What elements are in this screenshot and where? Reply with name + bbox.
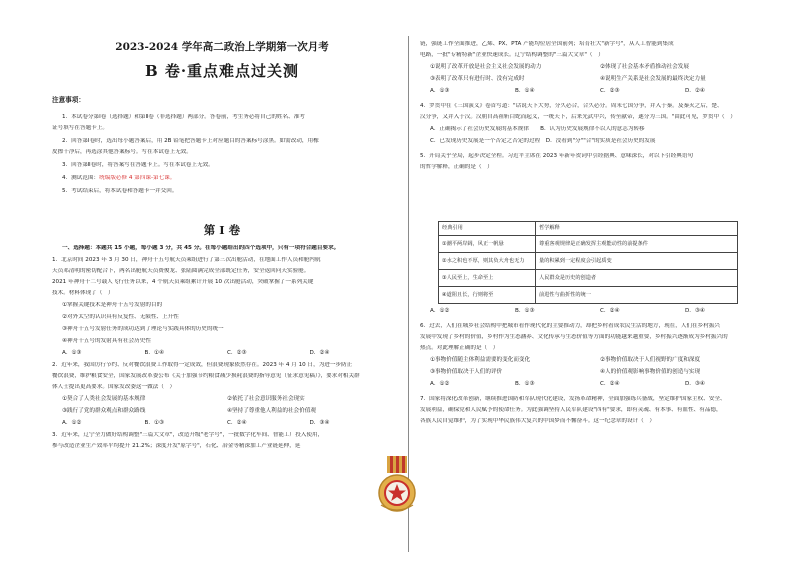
question-3 [52, 432, 392, 450]
table-row [439, 287, 738, 304]
answer-option[interactable]: C．②④ [600, 380, 620, 387]
table-cell: 量的积累到一定程度会引起质变 [536, 253, 738, 270]
question-line: 2．近年来，我国厉行节约、反对餐饮浪费工作取得一定成效，但浪费现象依然存在。2023 年 4 月 10 日，为进一步防止 [52, 361, 353, 368]
notice-line: 皮擦干净后，再选涂其他答案标号。写在本试卷上无效。 [52, 148, 192, 155]
quote-table [438, 221, 738, 304]
question-line: 7．国家将深化改革创新，继续推进国防和军队现代化建设，发扬革命精神，全面加强练兵备战，坚定维护国家主权、安全、 [420, 395, 726, 402]
answer-option[interactable]: D．②④ [685, 87, 705, 94]
statement: ④神舟十五号的发射具有社会历史性 [62, 337, 151, 344]
question-line: 汉分争，又并入于汉。汉朝自高祖斩白蛇而起义，一统天下，后来光武中兴，传至献帝，遂分为三国。"由此可见，罗贯中（ ） [420, 113, 736, 120]
question-line: 发展利益，确保党和人民赋予的使命任务。为此强调坚持人民军队建设"四有"要求，即有灵魂、有本事、有血性、有品德， [420, 406, 722, 413]
question-line: 6．过去，人们在城乡社会结构中把城市看作现代化的主要推动力，却把乡村看成农民生活的地方，现在，人们在乡村振兴 [420, 322, 721, 329]
question-line: 天员邓清明的密切配合下，两名出舱航天员费俊龙、张陆圆满完成全部既定任务，安全返回问天实验舱。 [52, 267, 310, 274]
table-cell: ④道阻且长，行则将至 [439, 287, 536, 304]
statement-row [52, 408, 392, 415]
answer-option[interactable]: B．①③ [515, 380, 535, 387]
question-2 [52, 362, 392, 427]
answer-options [420, 381, 770, 388]
question-line: 电路，一批"专精特新"企业快速成长。辽宁结构调整的"三篇大文章"（ ） [420, 51, 604, 58]
statement: ②体现了社会基本矛盾推动社会发展 [600, 63, 689, 70]
statement: ①掌握关键技术是神舟十五号发射的目的 [62, 301, 163, 308]
answer-option[interactable]: A．①③ [62, 349, 82, 356]
question-line: 2021 年神舟十二号载人飞行任务以来，4 个航天员乘组累计开展 10 次出舱活动，突破掌握了一系列关键 [52, 278, 314, 285]
statement: ④说明生产关系是社会发展的最终决定力量 [600, 75, 706, 82]
notice-4-prefix: 4．测试范围： [62, 174, 100, 181]
question-line: 体人士提出更高要求。国家发改委这一做法（ ） [52, 383, 176, 390]
answer-option[interactable]: D．③④ [685, 380, 705, 387]
section-intro: 一、选择题：本题共 15 小题，每小题 3 分，共 45 分。在每小题给出的四个选项中，只有一项符合题目要求。 [62, 245, 340, 251]
question-line: 1．北京时间 2023 年 3 月 30 日，神舟十五号航天员乘组进行了第三次出舱活动，在地面工作人员和舱内航 [52, 256, 321, 263]
answer-option[interactable]: B．①③ [144, 419, 164, 426]
statement: ①说明了改革开放是社会主义社会发展的动力 [430, 63, 542, 70]
question-4 [420, 103, 770, 145]
statement: ①契合了人类社会发展的基本规律 [62, 395, 146, 402]
notice-line: 2．回答第Ⅰ卷时，选出每小题答案后，用 2B 铅笔把答题卡上对应题目的答案标号涂黑。如需改动，用橡 [62, 137, 319, 144]
question-1 [52, 257, 392, 357]
answer-option[interactable]: A．①② [430, 308, 450, 314]
answer-option[interactable]: C．②④ [227, 419, 247, 426]
notice-line: 3．回答第Ⅱ卷时，将答案写在答题卡上。写在本试卷上无效。 [62, 161, 214, 168]
test-range: 统编版必修 4 第四课-第七课。 [99, 174, 176, 181]
notice-line-4 [52, 175, 392, 182]
answer-option[interactable]: C．已发现历史发展是一个否定之否定的过程 D．没看到"分""合"的实质是社会历史的发展 [430, 137, 656, 144]
table-row [439, 253, 738, 270]
table-cell: 前进性与曲折性的统一 [536, 287, 738, 304]
answer-options [52, 350, 392, 357]
statement: ②依托了社会意识服务社会现实 [227, 395, 305, 402]
question-line: 技术。材料体现了（ ） [52, 289, 114, 296]
answer-options [420, 88, 770, 95]
statement-row [420, 357, 770, 364]
table-header-row [439, 222, 738, 236]
table-row [439, 270, 738, 287]
question-line: 4．罗贯中在《三国演义》卷首写道："话说天下大势，分久必合，合久必分。周末七国分争，并入于秦。及秦灭之后，楚、 [420, 102, 723, 109]
statement: ②事物价值取决于人们视野的广度和深度 [600, 356, 701, 363]
exam-subtitle: B 卷·重点难点过关测 [144, 62, 300, 80]
statement: ③表明了改革只有进行时、没有完成时 [430, 75, 525, 82]
answer-option[interactable]: D．③④ [309, 419, 330, 426]
notice-line: 证号填写在答题卡上。 [52, 124, 108, 131]
section-title: 第 Ⅰ 卷 [203, 223, 241, 237]
answer-option[interactable]: A．正确揭示了社会历史发展的基本规律 B．认为历史发展规律不以人的意志为转移 [430, 125, 645, 132]
question-line: 的哲学解释，正确的是（ ） [420, 163, 493, 170]
answer-option[interactable]: A．①② [430, 380, 450, 387]
table-header: 哲学解释 [536, 222, 738, 236]
answer-option[interactable]: B．①③ [515, 308, 535, 314]
question-line: 各族人民自觉维护，为了实现中华民族伟大复兴的中国梦而不懈奋斗。这一纪念章的设计（ ） [420, 417, 655, 424]
notice-heading: 注意事项： [52, 96, 85, 104]
answer-option[interactable]: A．①③ [430, 87, 450, 94]
notice-line: 5．考试结束后，将本试卷和答题卡一并交回。 [62, 187, 178, 194]
question-line: 热点。对此理解正确的是（ ） [420, 344, 499, 351]
table-cell: ③人民至上，生命至上 [439, 270, 536, 287]
answer-option[interactable]: C．②③ [227, 349, 247, 356]
question-line: 发展中发现了乡村的价值，乡村作为生态涵养、文化传承与生态价值等方面的功能越来越重要，乡村振兴逐渐成为乡村振兴的 [420, 333, 728, 340]
answer-option[interactable]: C．②④ [600, 308, 620, 314]
exam-title: 2023-2024 学年高二政治上学期第一次月考 [115, 41, 329, 53]
answer-option[interactable]: C．②③ [600, 87, 620, 94]
answer-option[interactable]: D．②④ [309, 349, 330, 356]
table-cell: ②水之积也不厚，则其负大舟也无力 [439, 253, 536, 270]
medal-icon [372, 455, 422, 519]
statement: ②对外太空的认识具有反复性、无限性、上升性 [62, 313, 179, 320]
table-row [439, 236, 738, 253]
answer-option[interactable]: B．①④ [144, 349, 164, 356]
answer-options [52, 420, 392, 427]
statement-row [420, 369, 770, 376]
answer-option[interactable]: D．③④ [685, 308, 705, 314]
question-line: 餐饮浪费，维护粮食安全，国家发展改革委公布《关于加强节约粮食减少损耗浪费的指导意见（征求意见稿）》，要求对相关群 [52, 372, 360, 379]
statement: ④人的价值观影响事物价值的创造与实现 [600, 368, 701, 375]
question-line: 3．近年来，辽宁全力做好结构调整"三篇大文章"，改造升级"老字号"，一批数字化车间、智能工厂投入使用， [52, 431, 324, 438]
question-3-continued [420, 41, 770, 171]
question-line: 链，强链工作全面推进，乙烯、PX、PTA 产能均位居全国前列；培育壮大"新字号"，从人工智能到集成 [420, 41, 674, 47]
statement: ①事物价值随主体利益需要的变化而变化 [430, 356, 531, 363]
table-cell: ①潮平两岸阔，风正一帆悬 [439, 236, 536, 253]
statement-row [420, 76, 770, 83]
question-block-right [420, 308, 770, 425]
answer-option[interactable]: B．①④ [515, 87, 535, 94]
statement: ③事物价值取决于人们的评价 [430, 368, 503, 375]
answer-option[interactable]: A．①② [62, 419, 82, 426]
table-cell: 尊重客观规律是正确发挥主观能动性的前提条件 [536, 236, 738, 253]
table-header: 经典引用 [439, 222, 536, 236]
statement: ④坚持了尊重他人利益的社会价值观 [227, 407, 316, 414]
question-5 [420, 153, 770, 171]
answer-options [420, 308, 770, 315]
statement-row [420, 64, 770, 71]
question-line: 5．开局关乎全局，起步决定全程。习近平主席在 2023 年新年贺词中引经据典、意味深长，对以下引经典语句 [420, 152, 694, 159]
question-6 [420, 323, 770, 388]
statement: ③神舟十五号发射任务的成功达到了理论与实践具体的历史的统一 [62, 325, 224, 332]
question-line: 参与改造企业生产效率平均提升 21.2%；深度开发"原字号"，石化、冶金等精深加工产业链延伸，延 [52, 442, 301, 449]
table-cell: 人民群众是历史的创造者 [536, 270, 738, 287]
statement-row [52, 396, 392, 403]
notice-line: 1．本试卷分第Ⅰ卷（选择题）和第Ⅱ卷（非选择题）两部分。答卷前，考生务必将自己的姓名、准考 [62, 114, 305, 120]
question-block [52, 245, 392, 450]
notice-list [52, 114, 392, 195]
statement: ③践行了党的群众观点和群众路线 [62, 407, 146, 414]
question-7 [420, 396, 770, 425]
